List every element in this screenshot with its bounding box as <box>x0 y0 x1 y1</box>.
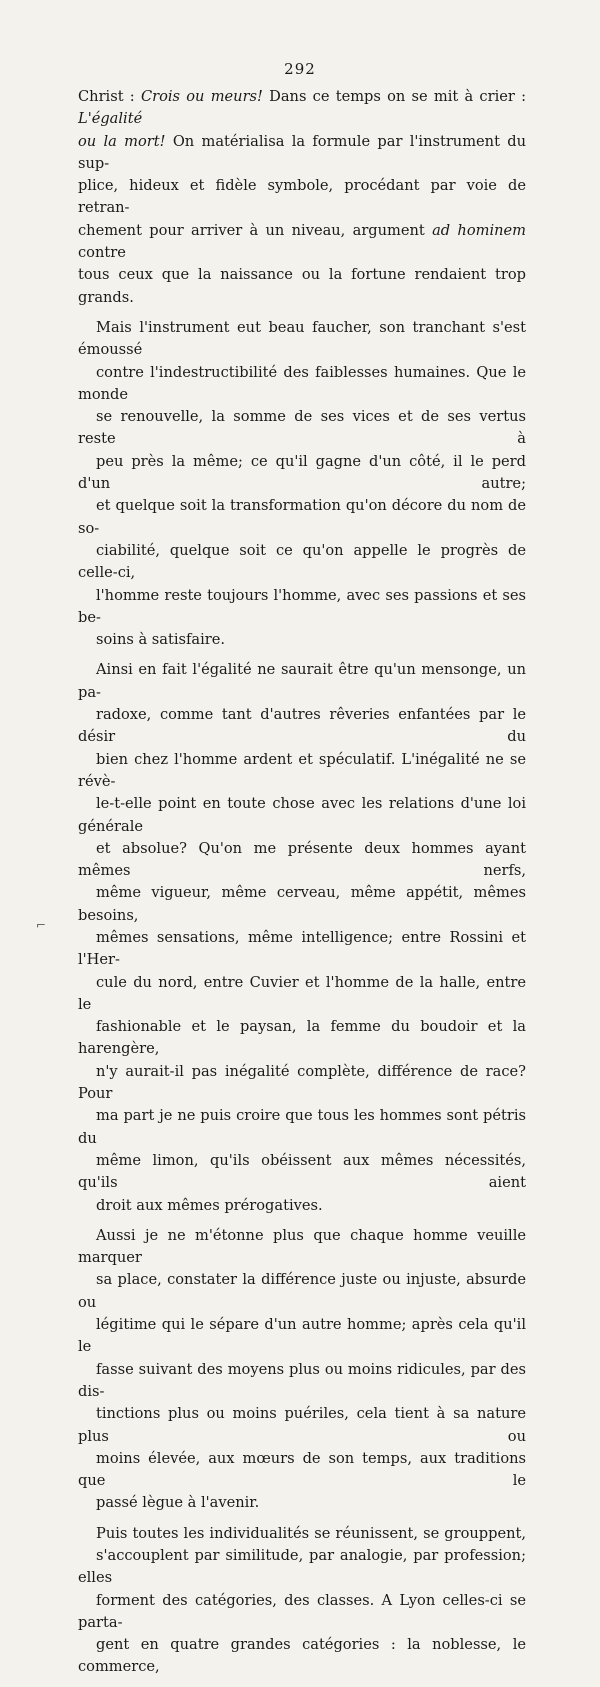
paragraph-1 <box>78 86 526 309</box>
text-line: et absolue? Qu'on me présente deux hommes ayant mêmes nerfs, <box>78 839 526 880</box>
text-line: s'accouplent par similitude, par analogie, par profession; elles <box>78 1547 526 1587</box>
text-line: chement pour arriver à un niveau, argument ad hominem contre <box>78 221 526 262</box>
text-line: Ainsi en fait l'égalité ne saurait être qu'un mensonge, un pa- <box>78 661 526 701</box>
paragraph-4 <box>78 1225 526 1515</box>
text-line: tous ceux que la naissance ou la fortune rendaient trop grands. <box>78 266 526 306</box>
text-line: n'y aurait-il pas inégalité complète, différence de race? Pour <box>78 1062 526 1103</box>
text-line: sa place, constater la différence juste ou injuste, absurde ou <box>78 1271 526 1311</box>
text-line: tinctions plus ou moins puériles, cela tient à sa nature plus ou <box>78 1405 526 1445</box>
text-line: légitime qui le sépare d'un autre homme; après cela qu'il le <box>78 1316 526 1356</box>
text-line: plice, hideux et fidèle symbole, procédant par voie de retran- <box>78 177 526 217</box>
text-line: ciabilité, quelque soit ce qu'on appelle le progrès de celle-ci, <box>78 541 526 582</box>
text-line: Christ : Crois ou meurs! Dans ce temps on se mit à crier : L'égalité <box>78 88 526 128</box>
text-line: l'homme reste toujours l'homme, avec ses passions et ses be- <box>78 586 526 626</box>
text-line: radoxe, comme tant d'autres rêveries enfantées par le désir du <box>78 706 526 746</box>
ink-mark: ⌐ <box>36 918 47 932</box>
text-line: Aussi je ne m'étonne plus que chaque homme veuille marquer <box>78 1226 526 1267</box>
text-line: gent en quatre grandes catégories : la noblesse, le commerce, <box>78 1636 526 1676</box>
text-line: forment des catégories, des classes. A Lyon celles-ci se parta- <box>78 1591 526 1631</box>
text-line: contre l'indestructibilité des faiblesses humaines. Que le monde <box>78 363 526 403</box>
text-line: et quelque soit la transformation qu'on décore du nom de so- <box>78 497 526 537</box>
paragraph-5 <box>78 1523 526 1679</box>
text-line: même limon, qu'ils obéissent aux mêmes nécessités, qu'ils aient <box>78 1151 526 1192</box>
page-number: 292 <box>284 60 316 78</box>
text-line: ou la mort! On matérialisa la formule par l'instrument du sup- <box>78 132 526 172</box>
text-line: même vigueur, même cerveau, même appétit, mêmes besoins, <box>78 884 526 924</box>
text-line: se renouvelle, la somme de ses vices et de ses vertus reste à <box>78 408 526 448</box>
text-line: fashionable et le paysan, la femme du boudoir et la harengère, <box>78 1018 526 1058</box>
text-line: soins à satisfaire. <box>96 631 226 649</box>
text-line: droit aux mêmes prérogatives. <box>96 1196 323 1214</box>
text-line: ma part je ne puis croire que tous les hommes sont pétris du <box>78 1107 526 1147</box>
text-line: Puis toutes les individualités se réunissent, se grouppent, <box>96 1524 526 1542</box>
text-line: moins élevée, aux mœurs de son temps, aux traditions que le <box>78 1449 526 1490</box>
text-line: passé lègue à l'avenir. <box>96 1494 260 1512</box>
text-line: bien chez l'homme ardent et spéculatif. L'inégalité ne se révè- <box>78 750 526 790</box>
text-line: Mais l'instrument eut beau faucher, son tranchant s'est émoussé <box>78 318 526 359</box>
paragraph-3 <box>78 659 526 1216</box>
text-line: peu près la même; ce qu'il gagne d'un côté, il le perd d'un autre; <box>78 452 526 493</box>
text-line: fasse suivant des moyens plus ou moins ridicules, par des dis- <box>78 1360 526 1400</box>
text-line: cule du nord, entre Cuvier et l'homme de la halle, entre le <box>78 973 526 1013</box>
text-line: le-t-elle point en toute chose avec les relations d'une loi générale <box>78 795 526 835</box>
body-text <box>78 86 526 1687</box>
paragraph-2 <box>78 317 526 651</box>
text-line: mêmes sensations, même intelligence; entre Rossini et l'Her- <box>78 928 526 969</box>
